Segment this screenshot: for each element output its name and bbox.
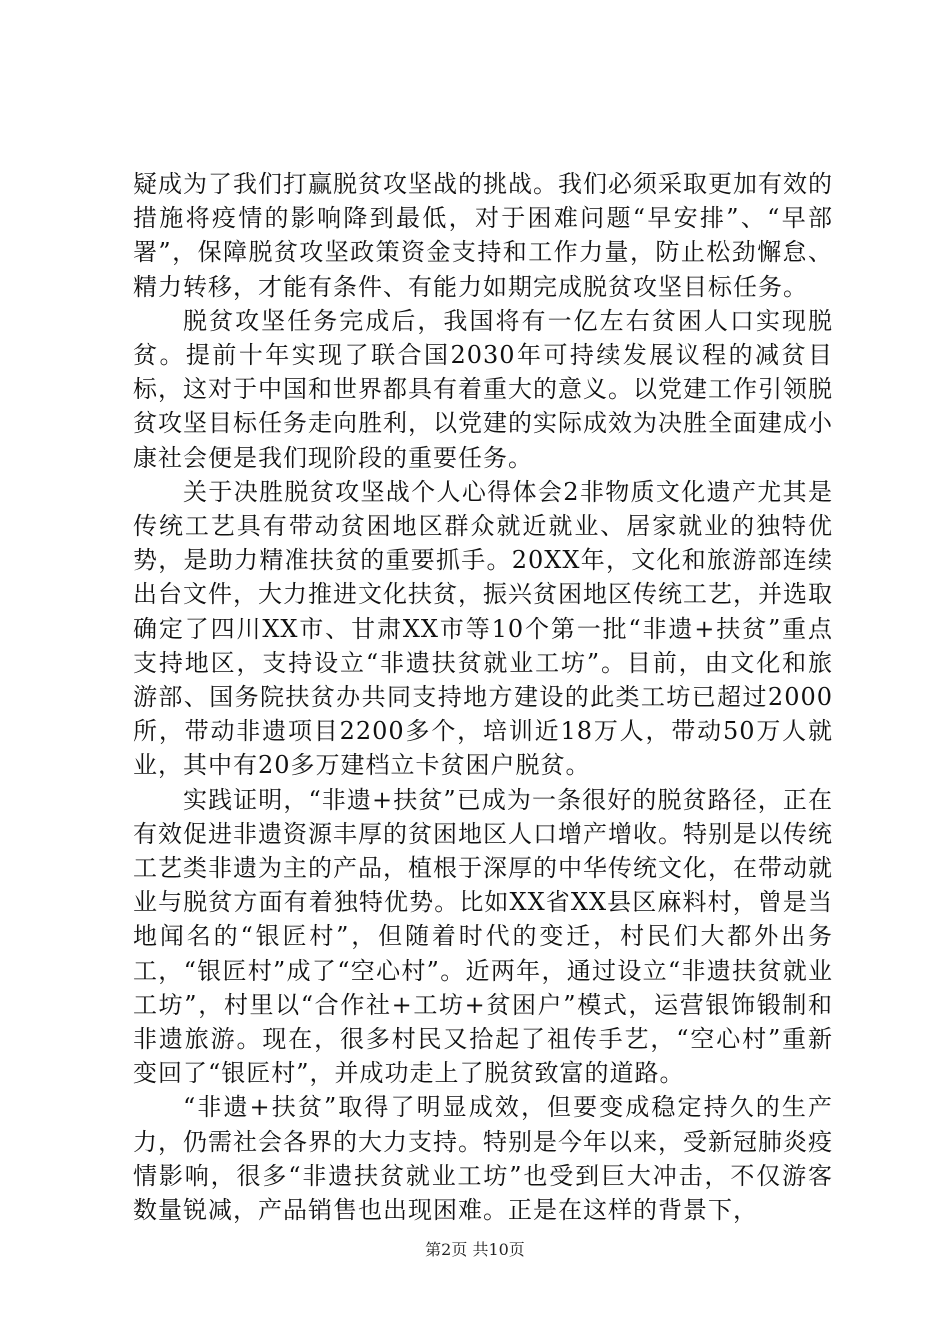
- paragraph-3: 关于决胜脱贫攻坚战个人心得体会2非物质文化遗产尤其是传统工艺具有带动贫困地区群众就近就业、居家就业的独特优势，是助力精准扶贫的重要抓手。20XX年，文化和旅游部连续出台文件，大力推进文化扶贫，振兴贫困地区传统工艺，并选取确定了四川XX市、甘肃XX市等10个第一批“非遗+扶贫”重点支持地区，支持设立“非遗扶贫就业工坊”。目前，由文化和旅游部、国务院扶贫办共同支持地方建设的此类工坊已超过2000所，带动非遗项目2200多个，培训近18万人，带动50万人就业，其中有20多万建档立卡贫困户脱贫。: [133, 477, 833, 780]
- paragraph-2: 脱贫攻坚任务完成后，我国将有一亿左右贫困人口实现脱贫。提前十年实现了联合国2030年可持续发展议程的减贫目标，这对于中国和世界都具有着重大的意义。以党建工作引领脱贫攻坚目标任务走向胜利，以党建的实际成效为决胜全面建成小康社会便是我们现阶段的重要任务。: [133, 306, 833, 472]
- page-number-footer: 第2页 共10页: [425, 1240, 525, 1259]
- paragraph-5: “非遗+扶贫”取得了明显成效，但要变成稳定持久的生产力，仍需社会各界的大力支持。特别是今年以来，受新冠肺炎疫情影响，很多“非遗扶贫就业工坊”也受到巨大冲击，不仅游客数量锐减，产品销售也出现困难。正是在这样的背景下，: [133, 1093, 833, 1225]
- paragraph-4: 实践证明，“非遗+扶贫”已成为一条很好的脱贫路径，正在有效促进非遗资源丰厚的贫困地区人口增产增收。特别是以传统工艺类非遗为主的产品，植根于深厚的中华传统文化，在带动就业与脱贫方面有着独特优势。比如XX省XX县区麻料村，曾是当地闻名的“银匠村”，但随着时代的变迁，村民们大都外出务工，“银匠村”成了“空心村”。近两年，通过设立“非遗扶贫就业工坊”，村里以“合作社+工坊+贫困户”模式，运营银饰锻制和非遗旅游。现在，很多村民又拾起了祖传手艺，“空心村”重新变回了“银匠村”，并成功走上了脱贫致富的道路。: [133, 785, 833, 1088]
- paragraph-1: 疑成为了我们打赢脱贫攻坚战的挑战。我们必须采取更加有效的措施将疫情的影响降到最低，对于困难问题“早安排”、“早部署”，保障脱贫攻坚政策资金支持和工作力量，防止松劲懈怠、精力转移，才能有条件、有能力如期完成脱贫攻坚目标任务。: [133, 170, 833, 301]
- document-body: [133, 167, 833, 1227]
